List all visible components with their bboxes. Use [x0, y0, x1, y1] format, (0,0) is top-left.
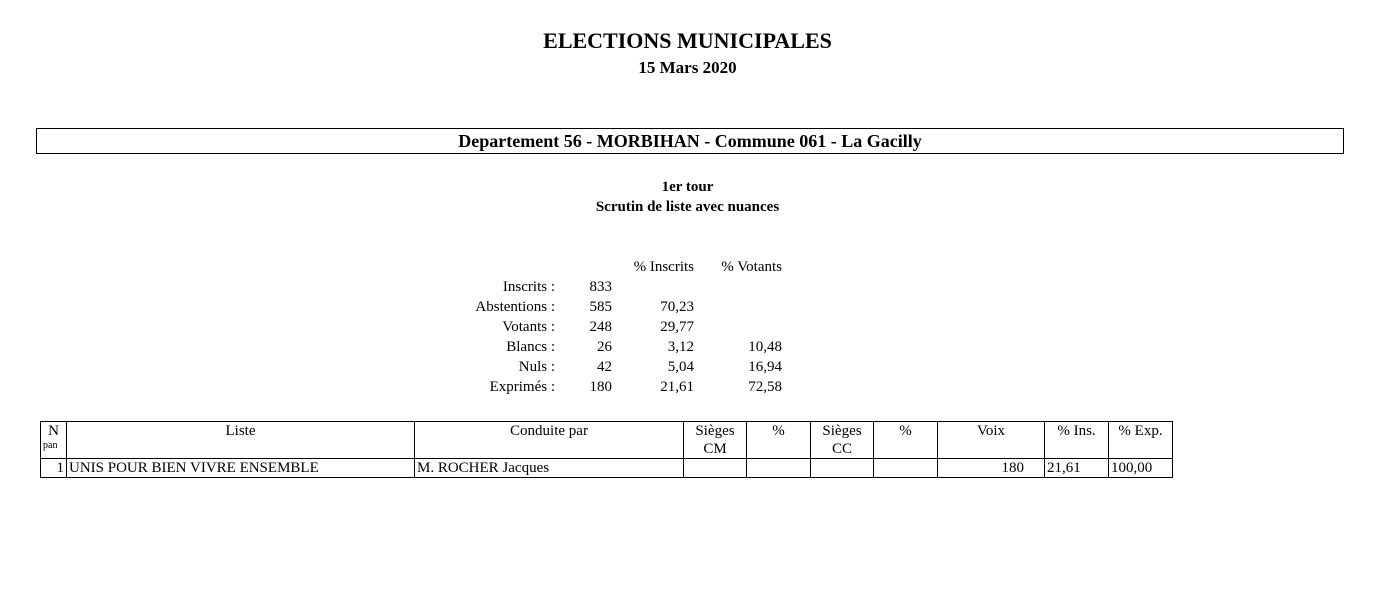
header-pct-exp: % Exp. [1109, 422, 1173, 459]
stat-value: 26 [597, 339, 612, 355]
header-liste: Liste [67, 422, 415, 459]
stat-pct-votants: 72,58 [748, 379, 782, 395]
header-pct-votants: % Votants [721, 259, 782, 275]
row-n: 1 [41, 459, 67, 478]
header-sieges-cm [684, 422, 747, 459]
header-n [41, 422, 67, 459]
stat-pct-inscrits: 5,04 [667, 359, 694, 375]
header-pct-cm: % [747, 422, 811, 459]
stat-value: 180 [589, 379, 612, 395]
stats-header-row [440, 257, 782, 277]
stat-pct-inscrits [612, 277, 694, 297]
stat-pct-inscrits: 3,12 [667, 339, 694, 355]
header-sieges-cc-line1: Sièges [822, 423, 862, 439]
stat-label: Blancs : [506, 339, 555, 355]
header-pct-ins: % Ins. [1045, 422, 1109, 459]
results-table [40, 421, 1173, 478]
header-sieges-cm-line2: CM [703, 441, 727, 457]
row-pct-cm [747, 459, 811, 478]
stat-label: Exprimés : [489, 379, 555, 395]
stat-label: Inscrits : [502, 279, 555, 295]
stats-row-nuls [440, 357, 782, 377]
stat-label: Nuls : [518, 359, 555, 375]
stat-pct-inscrits: 70,23 [660, 299, 694, 315]
stat-value: 833 [589, 279, 612, 295]
stat-pct-inscrits: 29,77 [660, 319, 694, 335]
stat-label: Votants : [502, 319, 555, 335]
stat-value: 248 [589, 319, 612, 335]
results-header-row [41, 422, 1173, 459]
participation-stats-table [440, 257, 782, 397]
row-liste: UNIS POUR BIEN VIVRE ENSEMBLE [67, 459, 415, 478]
row-pct-ins: 21,61 [1045, 459, 1109, 478]
stat-pct-votants [694, 317, 782, 337]
header-conduite-par: Conduite par [415, 422, 684, 459]
header-sieges-cc [811, 422, 874, 459]
commune-header: Departement 56 - MORBIHAN - Commune 061 - La Gacilly [36, 128, 1344, 154]
stats-row-abstentions [440, 297, 782, 317]
header-n-sub: pan [43, 440, 58, 451]
election-date: 15 Mars 2020 [638, 58, 737, 77]
header-voix: Voix [938, 422, 1045, 459]
page-title: ELECTIONS MUNICIPALES [543, 28, 832, 53]
row-sieges-cc [811, 459, 874, 478]
stat-label: Abstentions : [475, 299, 555, 315]
round-label: 1er tour [661, 179, 714, 195]
stat-value: 585 [589, 299, 612, 315]
header-pct-inscrits: % Inscrits [633, 259, 694, 275]
row-pct-exp: 100,00 [1109, 459, 1173, 478]
table-row [41, 459, 1173, 478]
header-pct-cc: % [874, 422, 938, 459]
row-voix: 180 [938, 459, 1045, 478]
stats-row-votants [440, 317, 782, 337]
header-sieges-cm-line1: Sièges [695, 423, 735, 439]
stats-row-inscrits [440, 277, 782, 297]
scrutin-type: Scrutin de liste avec nuances [595, 199, 780, 215]
stat-pct-inscrits: 21,61 [660, 379, 694, 395]
stat-pct-votants: 10,48 [748, 339, 782, 355]
header-n-label: N [48, 423, 59, 439]
stats-row-exprimes [440, 377, 782, 397]
row-conduite-par: M. ROCHER Jacques [415, 459, 684, 478]
row-sieges-cm [684, 459, 747, 478]
stat-pct-votants: 16,94 [748, 359, 782, 375]
stat-pct-votants [694, 297, 782, 317]
stat-value: 42 [597, 359, 612, 375]
stat-pct-votants [694, 277, 782, 297]
header-sieges-cc-line2: CC [831, 441, 852, 457]
stats-row-blancs [440, 337, 782, 357]
row-pct-cc [874, 459, 938, 478]
